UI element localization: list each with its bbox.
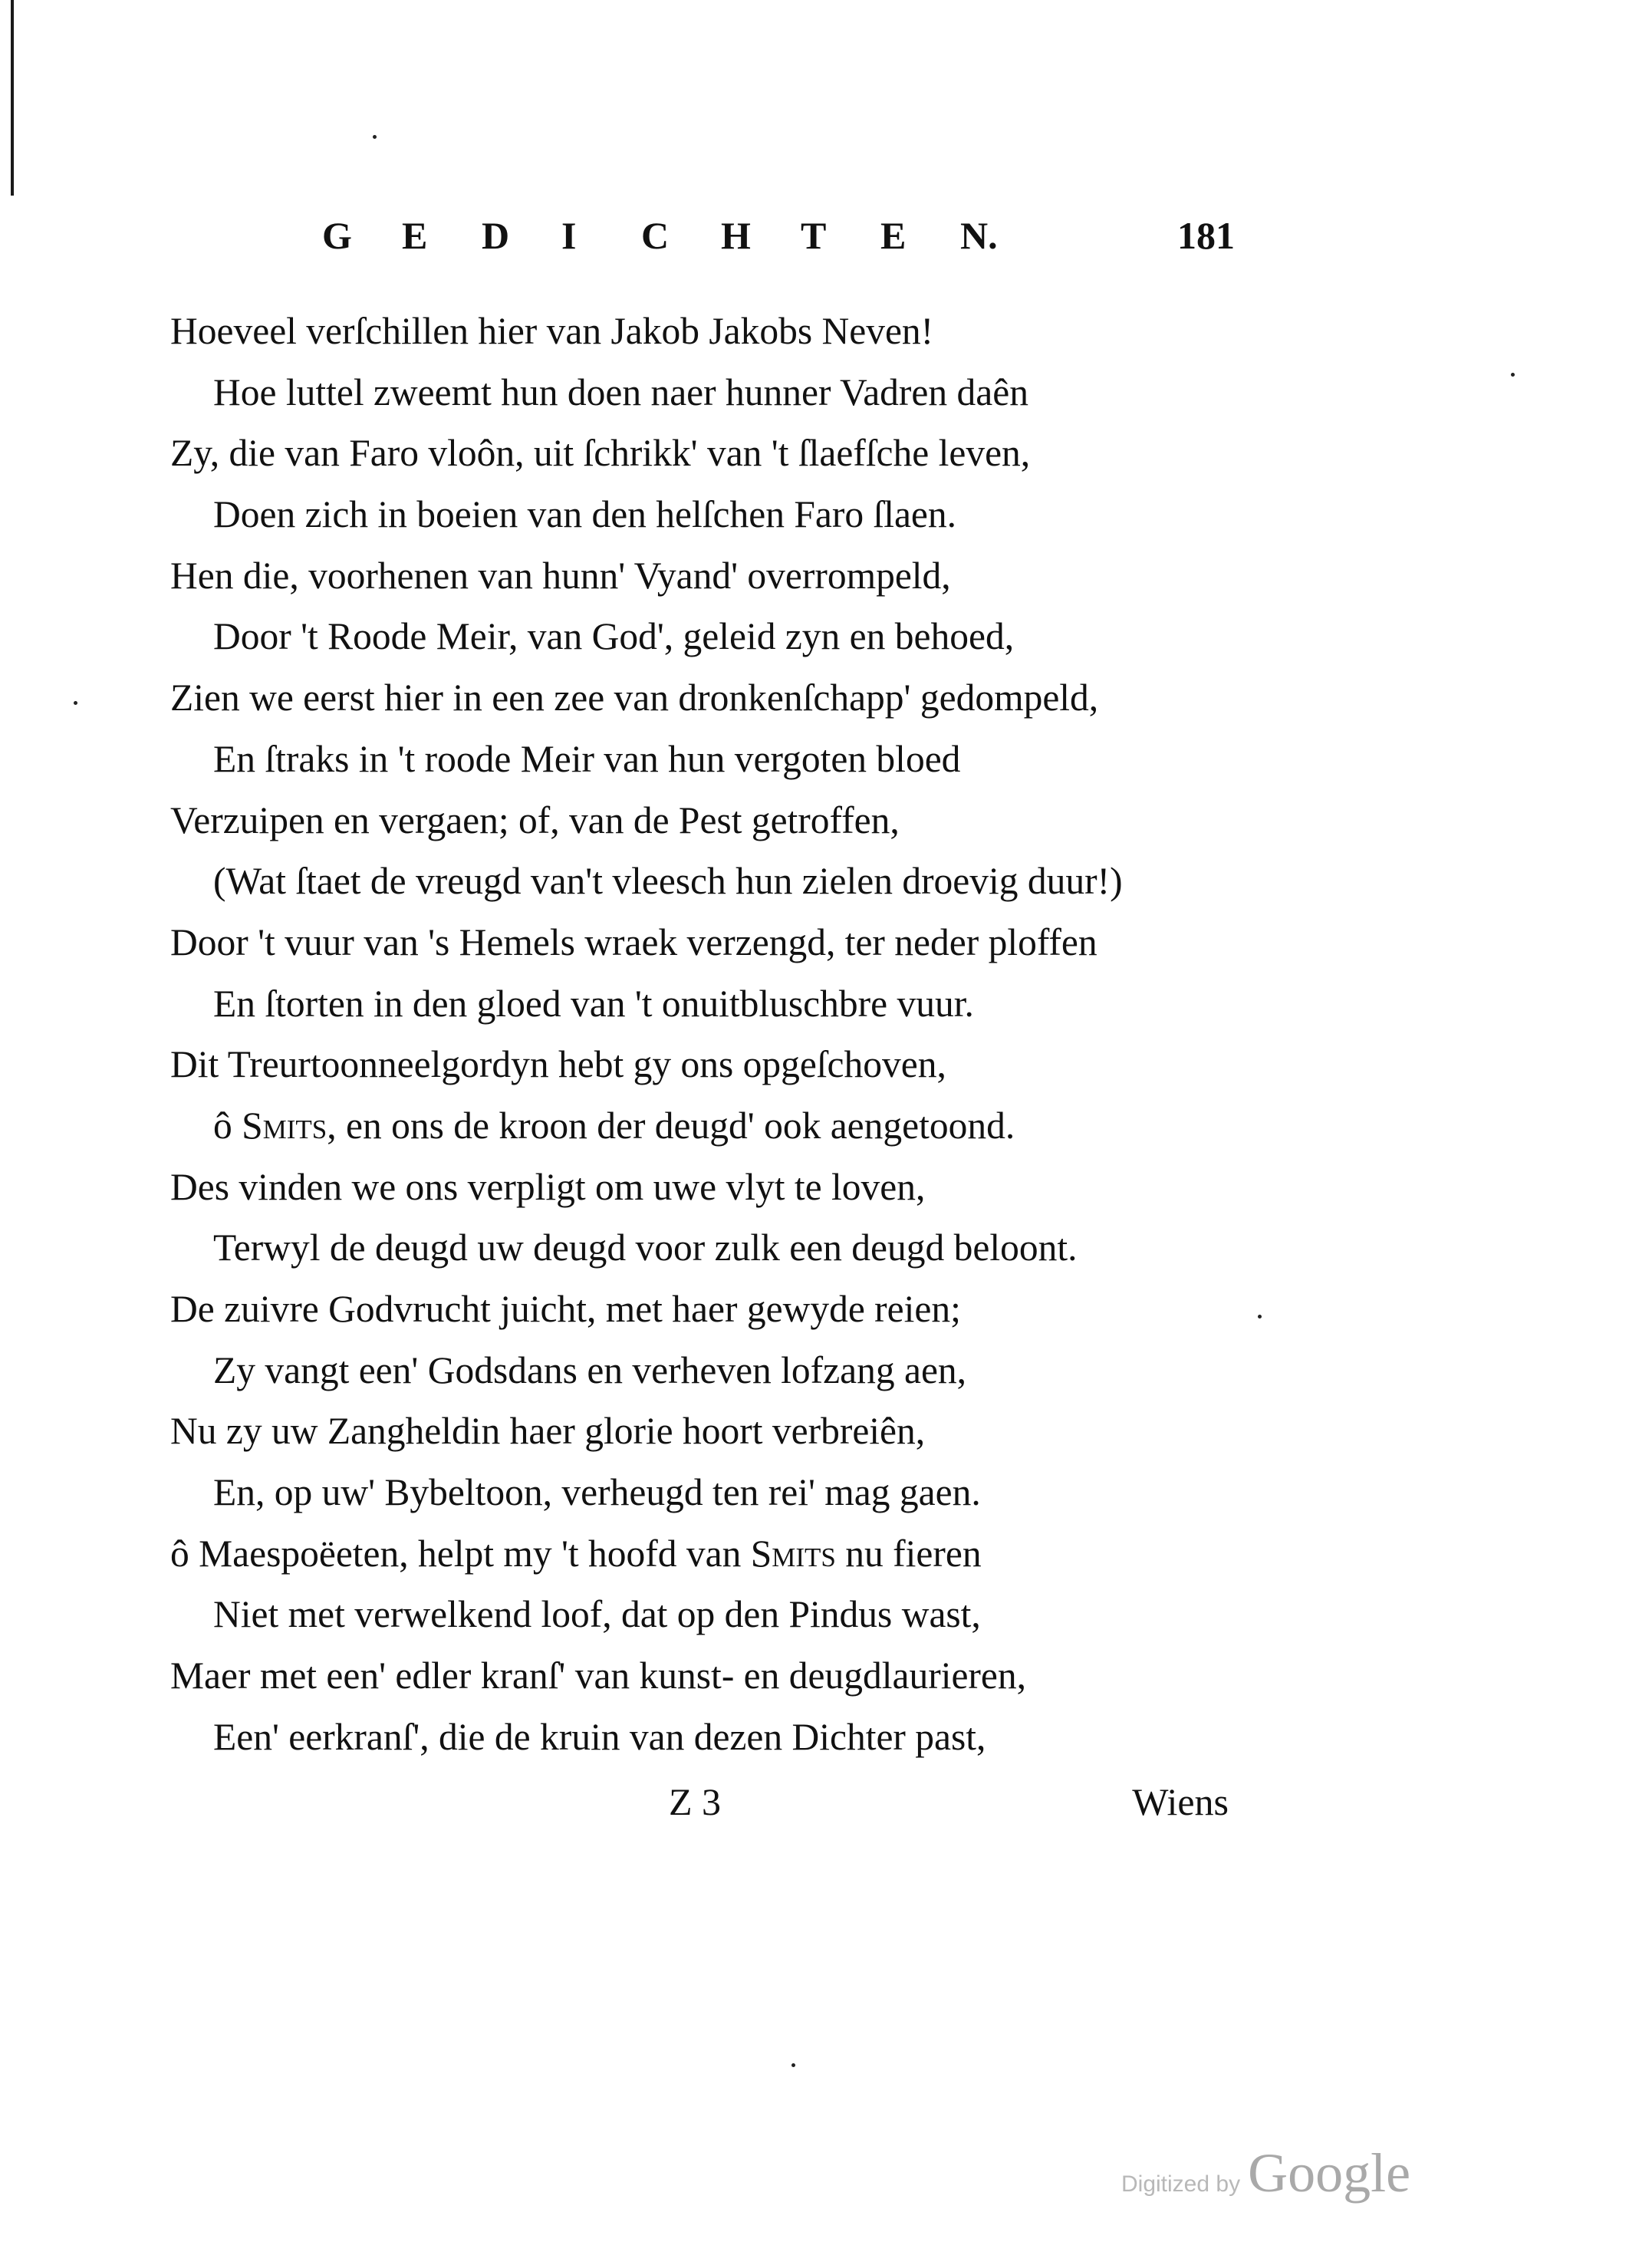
poem-line: Niet met verwelkend loof, dat op den Pindus wast, (213, 1593, 981, 1636)
poem-line: En ſtraks in 't roode Meir van hun vergoten bloed (213, 737, 961, 780)
poem-line-name: Smits (242, 1104, 327, 1147)
poem-line: Maer met een' edler kranſ' van kunst- en deugdlaurieren, (170, 1654, 1026, 1697)
poem-line: Hen die, voorhenen van hunn' Vyand' overrompeld, (170, 554, 951, 597)
poem-line: Dit Treurtoonneelgordyn hebt gy ons opgeſchoven, (170, 1043, 946, 1086)
poem-line: Des vinden we ons verpligt om uwe vlyt te loven, (170, 1165, 926, 1208)
poem-line: Door 't vuur van 's Hemels wraek verzengd, ter neder ploffen (170, 920, 1097, 963)
poem-line: Een' eerkranſ', die de kruin van dezen Dichter past, (213, 1715, 986, 1758)
digitized-by-text: Digitized by (1121, 2171, 1241, 2197)
catchword: Wiens (1132, 1780, 1229, 1823)
poem-line-name: Smits (750, 1532, 836, 1575)
poem-line: Door 't Roode Meir, van God', geleid zyn en behoed, (213, 615, 1015, 658)
digitized-watermark (1121, 2142, 1410, 2203)
poem-line (170, 1523, 1259, 1585)
speck (373, 135, 377, 139)
page-number: 181 (1177, 214, 1235, 257)
poem-line-text: nu fieren (835, 1532, 982, 1575)
page-footer (170, 1779, 1229, 1833)
running-head-title: G E D I C H T E N. (322, 214, 998, 257)
poem-line: Zy, die van Faro vloôn, uit ſchrikk' van 't ſlaefſche leven, (170, 432, 1031, 475)
poem-line: De zuivre Godvrucht juicht, met haer gewyde reien; (170, 1288, 961, 1330)
poem-line: Nu zy uw Zangheldin haer glorie hoort verbreiên, (170, 1410, 926, 1453)
poem-line: (Wat ſtaet de vreugd van't vleesch hun zielen droevig duur!) (213, 860, 1123, 903)
poem-line: En ſtorten in den gloed van 't onuitbluschbre vuur. (213, 982, 974, 1025)
poem-line: En, op uw' Bybeltoon, verheugd ten rei' mag gaen. (213, 1471, 981, 1514)
speck (1511, 373, 1515, 377)
poem-line-text: , en ons de kroon der deugd' ook aengetoond. (327, 1104, 1015, 1147)
poem-line (170, 1095, 1259, 1157)
poem-line: Zy vangt een' Godsdans en verheven lofzang aen, (213, 1348, 967, 1391)
poem-line: Zien we eerst hier in een zee van dronkenſchapp' gedompeld, (170, 677, 1099, 719)
poem-line-text: ô (213, 1104, 242, 1147)
page-edge-line (11, 0, 14, 196)
poem-line: Doen zich in boeien van den helſchen Faro ſlaen. (213, 493, 957, 536)
speck (791, 2063, 795, 2067)
poem-line: Verzuipen en vergaen; of, van de Pest getroffen, (170, 798, 900, 841)
signature-mark: Z 3 (669, 1780, 722, 1823)
speck (74, 701, 77, 705)
google-logo: Google (1248, 2142, 1411, 2204)
poem-line: Hoeveel verſchillen hier van Jakob Jakobs Neven! (170, 310, 934, 352)
poem-line: Hoe luttel zweemt hun doen naer hunner Vadren daên (213, 370, 1028, 413)
poem-line-text: ô Maespoëeten, helpt my 't hoofd van (170, 1532, 751, 1575)
poem-line: Terwyl de deugd uw deugd voor zulk een deugd beloont. (213, 1226, 1078, 1269)
running-head (322, 213, 1235, 275)
poem-body (170, 301, 1259, 1768)
